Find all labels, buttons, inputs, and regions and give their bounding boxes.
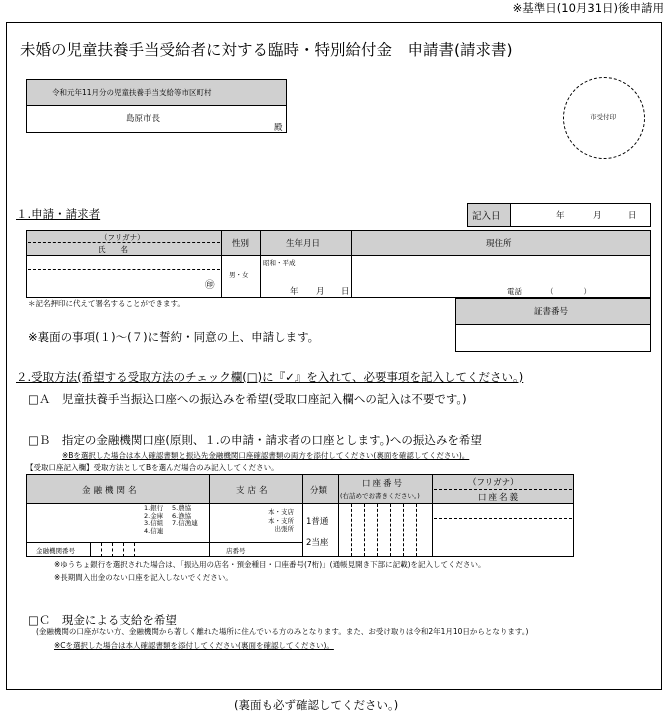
bank-code-sep-4 [134,543,135,557]
form-title: 未婚の児童扶養手当受給者に対する臨時・特別給付金 申請書(請求書) [20,41,513,59]
bank-code-sep-1 [101,543,102,557]
year-label: 年 [556,211,565,221]
section1-heading: １.申請・請求者 [16,207,101,221]
furigana-row-divider [28,269,220,270]
option-a-checkbox[interactable]: □Ａ 児童扶養手当振込口座への振込みを希望(受取口座記入欄への記入は不要です。) [28,392,467,406]
footer-note: (裏面も必ず確認してください。) [234,698,399,712]
date-label: 記入日 [472,211,501,222]
branch-col-label: 支店名 [236,486,271,496]
acct-col-label: 口座番号 [362,479,405,489]
furigana-label: （フリガナ） [100,233,145,242]
section2-heading: ２.受取方法(希望する受取方法のチェック欄(□)に『✓』を入れて、必要事項を記入してください。) [16,370,524,384]
bank-type-list-2: 5.農協 6.漁協 7.信漁連 [172,504,198,527]
cert-number-field[interactable] [455,324,651,352]
cert-label: 証書番号 [534,307,569,317]
acct-digit-sep-1 [351,504,352,556]
addressee-name: 島原市長 [126,114,161,124]
honorific: 殿 [274,123,283,133]
day-label: 日 [628,211,637,221]
bank-code-label: 金融機関番号 [36,547,75,555]
option-c-note2: ※Cを選択した場合は本人確認書類を添付してください(裏面を確認してください)。 [54,641,334,650]
option-b-checkbox[interactable]: □Ｂ 指定の金融機関口座(原則、１.の申請・請求者の口座とします。)への振込みを希望 [28,433,482,447]
acct-digit-sep-3 [377,504,378,556]
acct-sub-label: (右詰めでお書きください。) [340,492,420,500]
addressee-label: 令和元年11月分の児童扶養手当支給等市区町村 [52,88,212,97]
acct-type-current[interactable]: 2当座 [306,538,329,548]
holder-header-divider [434,489,572,490]
sex-col-label: 性別 [232,239,250,249]
account-caption: 【受取口座記入欄】受取方法としてBを選んだ場合のみ記入してください。 [26,463,279,472]
dob-year: 年 [290,287,299,297]
name-field[interactable] [26,255,222,298]
holder-furigana-label: （フリガナ） [468,478,519,488]
bank-code-sep-0 [90,543,91,557]
longterm-note: ※長期間入出金のない口座を記入しないでください。 [54,573,233,582]
dob-month: 月 [316,287,325,297]
branch-type-list: 本・支店 本・支所 出張所 [268,508,294,533]
acct-type-field[interactable] [302,503,339,557]
branch-code-divider [209,542,303,543]
branch-code-label: 店番号 [226,547,246,555]
holder-col-label: 口座名義 [478,493,521,503]
name-col-label: 氏 名 [98,245,128,254]
month-label: 月 [593,211,602,221]
dob-day: 日 [341,287,350,297]
bank-type-list-1: 1.銀行 2.金庫 3.信組 4.信連 [144,504,164,535]
option-c-checkbox[interactable]: □Ｃ 現金による支給を希望 [28,613,177,627]
address-field[interactable] [351,255,651,298]
era-label: 昭和・平成 [263,259,296,267]
reception-stamp-label: 市受付印 [590,113,616,121]
sign-note: ＊記名押印に代えて署名することができます。 [28,299,185,308]
acct-digit-sep-2 [364,504,365,556]
bank-code-sep-3 [123,543,124,557]
sex-value: 男・女 [229,271,249,279]
type-col-label: 分類 [310,486,328,496]
acct-number-field[interactable] [338,503,433,557]
dob-col-label: 生年月日 [286,239,321,249]
holder-name-field[interactable] [432,503,574,557]
bank-code-divider [26,542,210,543]
pledge-text: ※裏面の事項(１)～(７)に誓約・同意の上、申請します。 [28,330,320,344]
option-c-note: (金融機関の口座がない方、金融機関から著しく離れた場所に住んでいる方のみとなります。また、お受け取りは令和2年1月10日からとなります。) [36,627,529,636]
seal-mark: ㊞ [205,280,215,291]
phone-field[interactable]: （ ） [546,287,591,296]
addr-col-label: 現住所 [486,239,512,249]
acct-digit-sep-6 [416,504,417,556]
phone-label: 電話 [507,287,522,296]
bank-code-sep-2 [112,543,113,557]
acct-digit-sep-4 [390,504,391,556]
bank-col-label: 金融機関名 [82,486,140,496]
acct-type-ordinary[interactable]: 1普通 [306,517,329,527]
acct-digit-sep-5 [403,504,404,556]
option-b-note: ※Bを選択した場合は本人確認書類と振込先金融機関口座確認書類の両方を添付してください(裏面を確認してください)。 [62,451,470,460]
yucho-note: ※ゆうちょ銀行を選択された場合は、「振込用の店名・預金種目・口座番号(7桁)」(通帳見開き下部に記載)を記入してください。 [54,560,486,569]
holder-furigana-divider [434,518,572,519]
header-note: ※基準日(10月31日)後申請用 [512,1,664,15]
